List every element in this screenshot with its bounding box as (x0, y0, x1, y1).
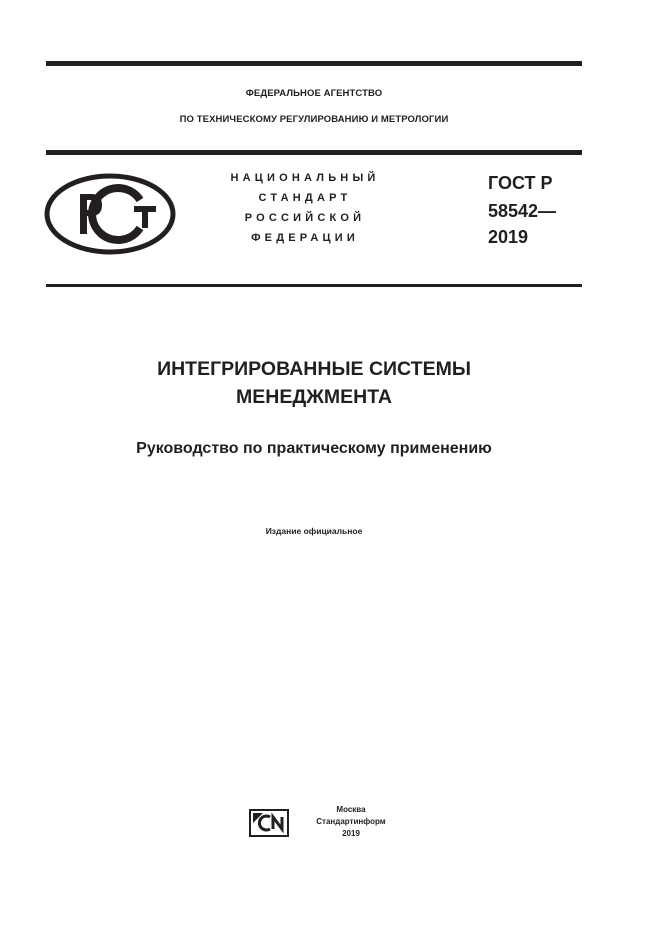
designation-line-1: ГОСТ Р (488, 173, 553, 193)
publisher-city: Москва (336, 805, 366, 814)
designation-line-2: 58542— (488, 201, 557, 221)
publisher-name: Стандартинформ (316, 817, 386, 826)
standartinform-logo-icon (249, 809, 289, 837)
standard-type-line-1: НАЦИОНАЛЬНЫЙ (230, 172, 380, 184)
top-rule (46, 61, 582, 66)
rst-logo-icon (44, 172, 178, 256)
designation-line-3: 2019 (488, 227, 529, 247)
edition-label: Издание официальное (265, 526, 363, 536)
agency-line-2: ПО ТЕХНИЧЕСКОМУ РЕГУЛИРОВАНИЮ И МЕТРОЛОГИИ (179, 114, 449, 125)
standard-type-line-4: ФЕДЕРАЦИИ (251, 232, 359, 244)
agency-line-1: ФЕДЕРАЛЬНОЕ АГЕНТСТВО (245, 88, 383, 99)
bottom-rule (46, 284, 582, 287)
title-line-2: МЕНЕДЖМЕНТА (236, 386, 392, 408)
title-line-1: ИНТЕГРИРОВАННЫЕ СИСТЕМЫ (157, 358, 471, 380)
standard-type-line-3: РОССИЙСКОЙ (244, 212, 366, 224)
subtitle: Руководство по практическому применению (136, 440, 492, 457)
middle-rule (46, 150, 582, 155)
standard-type-line-2: СТАНДАРТ (258, 192, 352, 204)
publisher-year: 2019 (342, 829, 360, 838)
